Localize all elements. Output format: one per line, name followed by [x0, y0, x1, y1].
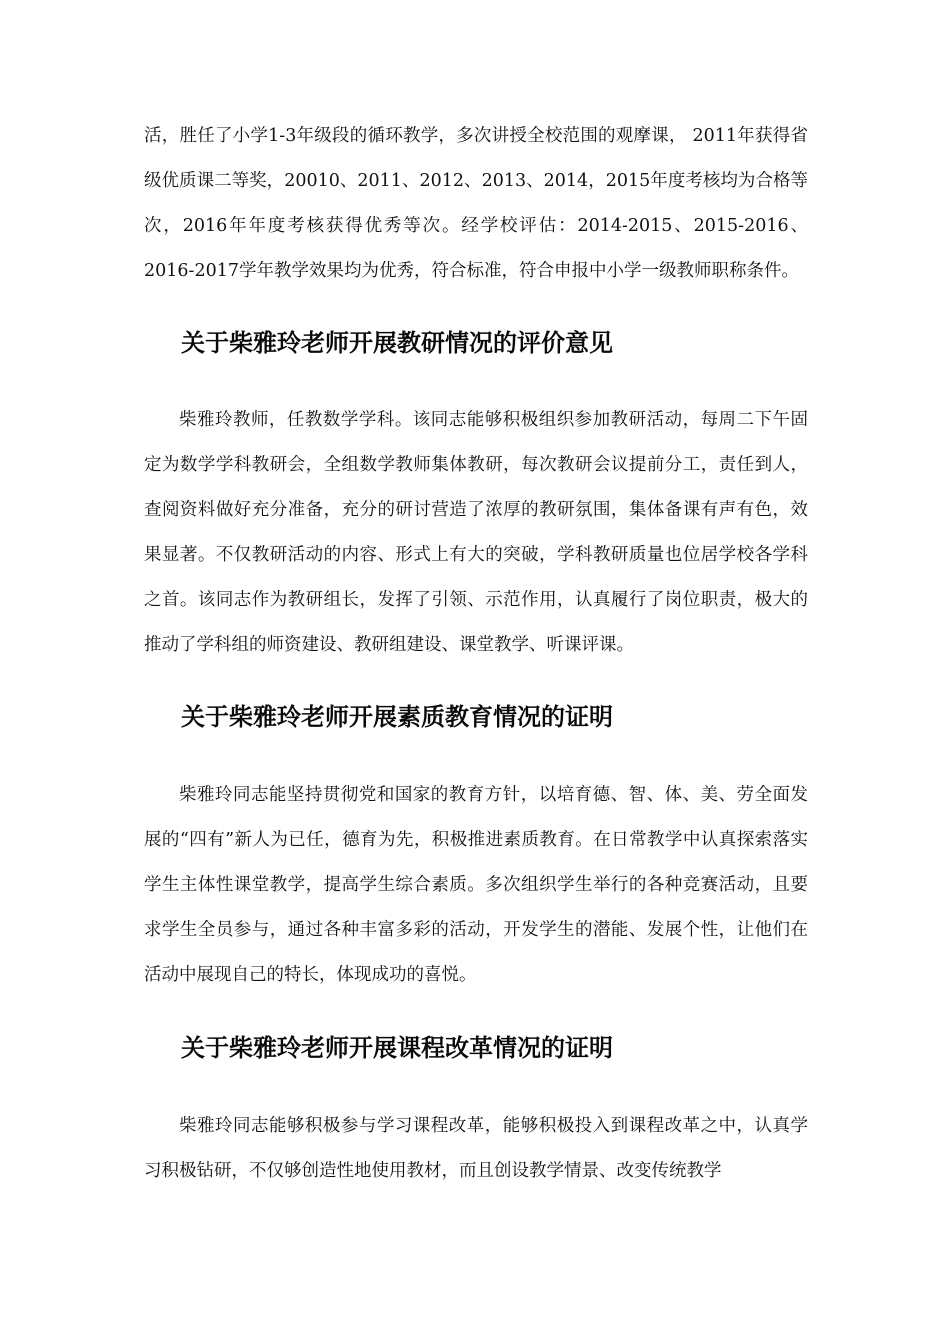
section-body-quality-education: 柴雅玲同志能坚持贯彻党和国家的教育方针，以培育德、智、体、美、劳全面发展的“四有”新人为已任，德育为先，积极推进素质教育。在日常教学中认真探索落实学生主体性课堂教学，提高学生综合素质。多次组织学生举行的各种竞赛活动，且要求学生全员参与，通过各种丰富多彩的活动，开发学生的潜能、发展个性，让他们在活动中展现自己的特长，体现成功的喜悦。 [144, 785, 808, 985]
section-body-teaching-research: 柴雅玲教师，任教数学学科。该同志能够积极组织参加教研活动，每周二下午固定为数学学科教研会，全组数学教师集体教研，每次教研会议提前分工，责任到人，查阅资料做好充分准备，充分的研讨营造了浓厚的教研氛围，集体备课有声有色，效果显著。不仅教研活动的内容、形式上有大的突破，学科教研质量也位居学校各学科之首。该同志作为教研组长，发挥了引领、示范作用，认真履行了岗位职责，极大的推动了学科组的师资建设、教研组建设、课堂教学、听课评课。 [144, 410, 808, 655]
section-heading-teaching-research: 关于柴雅玲老师开展教研情况的评价意见 [181, 329, 613, 357]
section-body-curriculum-reform: 柴雅玲同志能够积极参与学习课程改革，能够积极投入到课程改革之中，认真学习积极钻研，不仅够创造性地使用教材，而且创设教学情景、改变传统教学 [144, 1116, 808, 1181]
section-heading-curriculum-reform: 关于柴雅玲老师开展课程改革情况的证明 [181, 1034, 613, 1062]
continuation-paragraph: 活，胜任了小学1-3年级段的循环教学，多次讲授全校范围的观摩课， 2011年获得省级优质课二等奖，20010、2011、2012、2013、2014，2015年度考核均为合格等次，2016年年度考核获得优秀等次。经学校评估：2014-2015、2015-2016、 2016-2017学年教学效果均为优秀，符合标准，符合申报中小学一级教师职称条件。 [144, 126, 808, 281]
section-heading-quality-education: 关于柴雅玲老师开展素质教育情况的证明 [181, 703, 613, 731]
